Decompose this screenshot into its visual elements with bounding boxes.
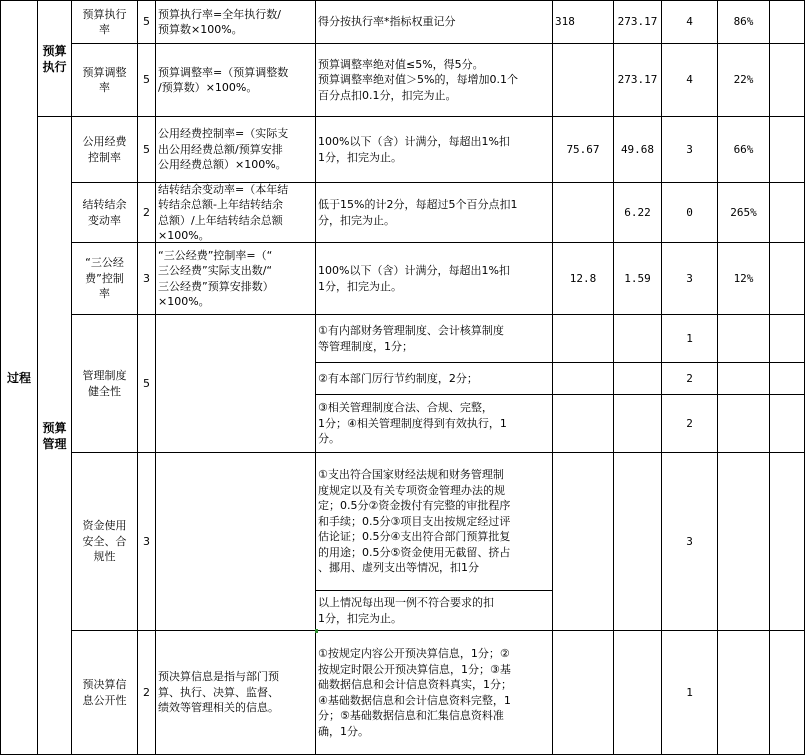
actual-cell [614,631,662,755]
target-cell [553,183,614,243]
rate-cell: 12% [718,243,770,315]
points-cell: 2 [662,395,718,453]
indicator-cell: “三公经 费”控制 率 [72,243,138,315]
indicator-cell: 预算执行 率 [72,0,138,44]
standard-cell: ②有本部门厉行节约制度，2分； [316,363,553,395]
rate-cell [718,631,770,755]
extra-cell [770,631,805,755]
score-cell: 5 [138,44,156,117]
target-cell [553,363,614,395]
score-cell: 3 [138,453,156,631]
actual-cell [614,453,662,631]
target-cell [553,631,614,755]
extra-cell [770,363,805,395]
actual-cell: 6.22 [614,183,662,243]
score-cell: 5 [138,315,156,453]
score-cell: 2 [138,631,156,755]
formula-cell [156,315,316,453]
rate-cell: 265% [718,183,770,243]
standard-cell: ①支出符合国家财经法规和财务管理制 度规定以及有关专项资金管理办法的规 定；0.5分②资金拨付有完整的审批程序 和手续；0.5分③项目支出按规定经过评 估论证；0.5分④支出符合部门预算批复 的用途；0.5分⑤资金使用无截留、挤占 、挪用、虚列支出等情况，扣1分 [316,453,553,591]
points-cell: 3 [662,117,718,183]
score-cell: 5 [138,0,156,44]
extra-cell [770,315,805,363]
extra-cell [770,395,805,453]
extra-cell [770,243,805,315]
standard-cell: 得分按执行率*指标权重记分 [316,0,553,44]
indicator-cell: 预决算信 息公开性 [72,631,138,755]
level1-process: 过程 [0,0,38,755]
target-cell [553,395,614,453]
rate-cell [718,315,770,363]
target-cell: 75.67 [553,117,614,183]
formula-cell: 结转结余变动率=（本年结 转结余总额-上年结转结余 总额）/上年结转结余总额 ×100%。 [156,183,316,243]
level2-budget-mgmt: 预算 管理 [38,117,72,755]
extra-cell [770,453,805,631]
target-cell: 318 [553,0,614,44]
indicator-cell: 公用经费 控制率 [72,117,138,183]
points-cell: 1 [662,631,718,755]
extra-cell [770,0,805,44]
formula-cell: “三公经费”控制率=（“ 三公经费”实际支出数/“ 三公经费”预算安排数） ×100%。 [156,243,316,315]
extra-cell [770,117,805,183]
standard-cell: 低于15%的计2分，每超过5个百分点扣1 分，扣完为止。 [316,183,553,243]
level2-budget-exec: 预算 执行 [38,0,72,117]
extra-cell [770,44,805,117]
standard-cell: 100%以下（含）计满分，每超出1%扣 1分，扣完为止。 [316,243,553,315]
standard-cell: ①按规定内容公开预决算信息，1分；② 按规定时限公开预决算信息，1分；③基 础数据信息和会计信息资料真实，1分； ④基础数据信息和会计信息资料完整，1 分；⑤基础数据信息和汇集信息资料准 确，1分。 [316,631,553,755]
standard-cell: 预算调整率绝对值≤5%，得5分。 预算调整率绝对值＞5%的，每增加0.1个 百分点扣0.1分，扣完为止。 [316,44,553,117]
cell-comment-marker [315,629,318,633]
rate-cell: 22% [718,44,770,117]
points-cell: 0 [662,183,718,243]
formula-cell: 预决算信息是指与部门预 算、执行、决算、监督、 绩效等管理相关的信息。 [156,631,316,755]
formula-cell [156,453,316,631]
indicator-cell: 资金使用 安全、合 规性 [72,453,138,631]
extra-cell [770,183,805,243]
rate-cell [718,453,770,631]
points-cell: 2 [662,363,718,395]
points-cell: 3 [662,453,718,631]
score-cell: 5 [138,117,156,183]
rate-cell [718,395,770,453]
points-cell: 4 [662,44,718,117]
indicator-cell: 预算调整 率 [72,44,138,117]
rate-cell [718,363,770,395]
indicator-cell: 管理制度 健全性 [72,315,138,453]
actual-cell [614,363,662,395]
standard-cell: 100%以下（含）计满分，每超出1%扣 1分，扣完为止。 [316,117,553,183]
actual-cell [614,395,662,453]
target-cell: 12.8 [553,243,614,315]
actual-cell: 49.68 [614,117,662,183]
actual-cell: 273.17 [614,0,662,44]
target-cell [553,315,614,363]
target-cell [553,44,614,117]
points-cell: 1 [662,315,718,363]
score-cell: 3 [138,243,156,315]
actual-cell: 273.17 [614,44,662,117]
formula-cell: 预算调整率=（预算调整数 /预算数）×100%。 [156,44,316,117]
points-cell: 3 [662,243,718,315]
actual-cell [614,315,662,363]
target-cell [553,453,614,631]
standard-cell: 以上情况每出现一例不符合要求的扣 1分，扣完为止。 [316,591,553,631]
standard-cell: ③相关管理制度合法、合规、完整， 1分；④相关管理制度得到有效执行，1 分。 [316,395,553,453]
actual-cell: 1.59 [614,243,662,315]
standard-cell: ①有内部财务管理制度、会计核算制度 等管理制度，1分； [316,315,553,363]
formula-cell: 预算执行率=全年执行数/ 预算数×100%。 [156,0,316,44]
score-cell: 2 [138,183,156,243]
points-cell: 4 [662,0,718,44]
rate-cell: 66% [718,117,770,183]
indicator-cell: 结转结余 变动率 [72,183,138,243]
formula-cell: 公用经费控制率=（实际支 出公用经费总额/预算安排 公用经费总额）×100%。 [156,117,316,183]
rate-cell: 86% [718,0,770,44]
